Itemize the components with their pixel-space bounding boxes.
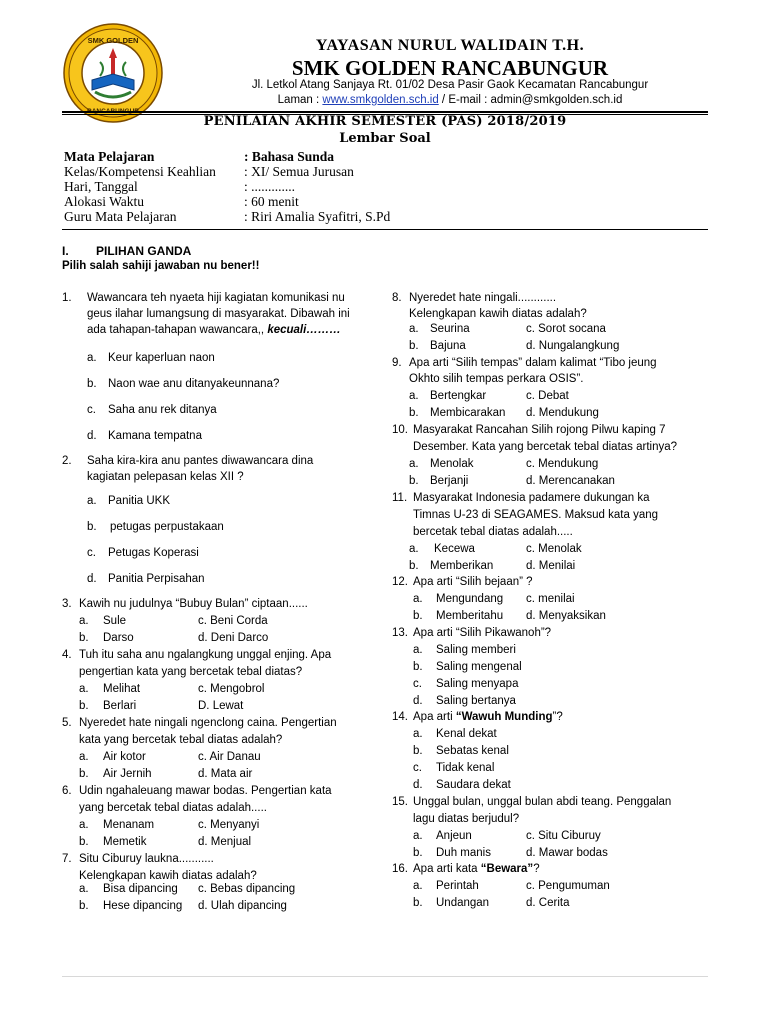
option-text: c. Bebas dipancing [198, 883, 296, 895]
question-text: yang bercetak tebal diatas adalah..... [79, 802, 267, 814]
option-text: Mengundang [436, 593, 504, 605]
school-logo [62, 22, 164, 124]
option-letter: b. [409, 475, 419, 487]
option-letter: a. [79, 615, 89, 627]
question-text: lagu diatas berjudul? [413, 813, 520, 825]
option-letter: b. [87, 521, 97, 533]
option-text: d. Mendukung [526, 407, 599, 419]
option-letter: b. [409, 560, 419, 572]
question-number: 15. [392, 796, 408, 808]
question-text: Kelengkapan kawih diatas adalah? [79, 870, 257, 882]
info-value: : Bahasa Sunda [244, 149, 335, 164]
option-text: d. Deni Darco [198, 632, 269, 644]
option-letter: b. [79, 768, 89, 780]
question-text: Unggal bulan, unggal bulan abdi teang. Penggalan [413, 796, 672, 808]
option-text: Memetik [103, 836, 147, 848]
option-letter: d. [87, 430, 97, 442]
option-text: d. Mawar bodas [526, 847, 608, 859]
option-text: Seurina [430, 323, 470, 335]
question-text: kata yang bercetak tebal diatas adalah? [79, 734, 283, 746]
option-letter: c. [87, 547, 96, 559]
question-text: Desember. Kata yang bercetak tebal diatas artinya? [413, 441, 678, 453]
info-value: : XI/ Semua Jurusan [244, 164, 354, 179]
option-text: Anjeun [436, 830, 472, 842]
section-title: PILIHAN GANDA [96, 244, 192, 258]
question-number: 7. [62, 853, 72, 865]
option-text: c. Air Danau [198, 751, 261, 763]
info-label: Mata Pelajaran [64, 149, 155, 164]
option-text: Menolak [430, 458, 474, 470]
question-number: 10. [392, 424, 408, 436]
option-letter: a. [79, 819, 89, 831]
question-number: 12. [392, 576, 408, 588]
option-text: c. menilai [526, 593, 575, 605]
question-text: Situ Ciburuy laukna........... [79, 853, 214, 865]
option-text: d. Menilai [526, 560, 576, 572]
info-label: Kelas/Kompetensi Keahlian [64, 164, 216, 179]
option-text: c. Mengobrol [198, 683, 265, 695]
question-text-part: Apa arti kata [413, 863, 481, 875]
section-instruction: Pilih salah sahiji jawaban nu bener!! [62, 260, 260, 272]
option-text: Saling menyapa [436, 678, 519, 690]
option-text: Tidak kenal [436, 762, 495, 774]
option-text: Petugas Koperasi [108, 547, 199, 559]
question-text-part: Apa arti [413, 711, 456, 723]
website-link[interactable]: www.smkgolden.sch.id [322, 94, 439, 106]
option-text: c. Menolak [526, 543, 582, 555]
question-text: Apa arti “Silih bejaan” ? [413, 576, 533, 588]
info-value: : Riri Amalia Syafitri, S.Pd [244, 209, 391, 224]
option-text: Duh manis [436, 847, 491, 859]
page-bottom-divider [62, 976, 708, 977]
option-text: Air Jernih [103, 768, 152, 780]
option-text: Membicarakan [430, 407, 506, 419]
option-text: Saling bertanya [436, 695, 516, 707]
option-letter: a. [413, 728, 423, 740]
info-value: : 60 menit [244, 194, 299, 209]
option-text: d. Cerita [526, 897, 570, 909]
question-text: Masyarakat Indonesia padamere dukungan ka [413, 492, 650, 504]
question-text: Apa arti “Silih Pikawanoh”? [413, 627, 552, 639]
question-text: kagiatan pelepasan kelas XII ? [87, 471, 244, 483]
header-divider [62, 111, 708, 113]
question-number: 2. [62, 455, 72, 467]
question-text: Kawih nu judulnya “Bubuy Bulan” ciptaan...... [79, 598, 308, 610]
question-number: 3. [62, 598, 72, 610]
option-text: Kecewa [434, 543, 475, 555]
question-text-part: ada tahapan-tahapan wawancara,, [87, 324, 268, 336]
question-text: Okhto silih tempas perkara OSIS”. [409, 373, 584, 385]
option-text: Panitia Perpisahan [108, 573, 205, 585]
option-letter: b. [413, 897, 423, 909]
option-text: Berlari [103, 700, 137, 712]
question-text: geus ilahar lumangsung di masyarakat. Dibawah ini [87, 308, 350, 320]
question-number: 8. [392, 292, 402, 304]
question-text: Apa arti “Silih tempas” dalam kalimat “Tibo jeung [409, 357, 657, 369]
option-letter: c. [413, 762, 422, 774]
foundation-name: YAYASAN NURUL WALIDAIN T.H. [315, 37, 585, 54]
info-divider [62, 229, 708, 230]
option-text: c. Beni Corda [198, 615, 268, 627]
option-text: Bisa dipancing [103, 883, 178, 895]
option-text: d. Ulah dipancing [198, 900, 287, 912]
option-text: Kenal dekat [436, 728, 497, 740]
option-text: c. Mendukung [526, 458, 599, 470]
question-keyword: “Wawuh Munding [455, 711, 553, 723]
option-text: d. Menyaksikan [526, 610, 606, 622]
option-text: Bertengkar [430, 390, 487, 402]
option-letter: c. [413, 678, 422, 690]
info-value: : ............. [244, 179, 296, 194]
option-text: Naon wae anu ditanyakeunnana? [108, 378, 280, 390]
logo-text-top: SMK GOLDEN [87, 36, 139, 45]
option-letter: b. [79, 836, 89, 848]
question-text: Timnas U-23 di SEAGAMES. Maksud kata yang [413, 509, 659, 521]
section-heading [62, 244, 191, 258]
question-text: Nyeredet hate ningali............ [409, 292, 557, 304]
question-number: 4. [62, 649, 72, 661]
option-text: petugas perpustakaan [110, 521, 224, 533]
question-text [413, 710, 563, 724]
question-text: Wawancara teh nyaeta hiji kagiatan komunikasi nu [87, 292, 345, 304]
option-text: d. Nungalangkung [526, 340, 620, 352]
option-text: Sule [103, 615, 127, 627]
exam-title: PENILAIAN AKHIR SEMESTER (PAS) 2018/2019 [203, 114, 567, 129]
option-text: Memberitahu [436, 610, 504, 622]
question-text-part: ”? [552, 711, 563, 723]
option-letter: a. [79, 883, 89, 895]
question-text [413, 862, 540, 876]
option-letter: a. [409, 458, 419, 470]
option-letter: a. [87, 495, 97, 507]
logo-text-bottom: RANCABUNGUR [87, 108, 139, 115]
section-number: I. [62, 244, 69, 258]
option-text: c. Pengumuman [526, 880, 610, 892]
option-text: Perintah [436, 880, 479, 892]
option-text: c. Menyanyi [198, 819, 260, 831]
option-letter: a. [413, 830, 423, 842]
option-text: Menanam [103, 819, 155, 831]
option-letter: d. [87, 573, 97, 585]
info-label: Guru Mata Pelajaran [64, 209, 177, 224]
option-letter: c. [87, 404, 96, 416]
question-keyword: kecuali……… [267, 324, 341, 336]
option-letter: b. [79, 632, 89, 644]
option-text: Memberikan [430, 560, 494, 572]
info-label: Hari, Tanggal [64, 179, 138, 194]
question-text [87, 323, 341, 337]
website-label: Laman : [277, 94, 323, 106]
option-letter: b. [87, 378, 97, 390]
option-text: Keur kaperluan naon [108, 352, 215, 364]
school-name: SMK GOLDEN RANCABUNGUR [291, 56, 609, 80]
option-letter: a. [409, 390, 419, 402]
option-letter: a. [413, 644, 423, 656]
option-text: Berjanji [430, 475, 469, 487]
question-number: 1. [62, 292, 72, 304]
email-text: / E-mail : admin@smkgolden.sch.id [438, 94, 623, 106]
question-text: Masyarakat Rancahan Silih rojong Pilwu kaping 7 [413, 424, 666, 436]
question-number: 6. [62, 785, 72, 797]
question-number: 11. [392, 492, 408, 504]
option-text: Undangan [436, 897, 490, 909]
option-letter: b. [409, 340, 419, 352]
school-address: Jl. Letkol Atang Sanjaya Rt. 01/02 Desa Pasir Gaok Kecamatan Rancabungur [251, 79, 649, 91]
question-number: 16. [392, 863, 408, 875]
option-text: Bajuna [430, 340, 466, 352]
question-text: Nyeredet hate ningali ngenclong caina. Pengertian [79, 717, 337, 729]
option-letter: a. [87, 352, 97, 364]
question-number: 5. [62, 717, 72, 729]
option-letter: d. [413, 695, 423, 707]
option-letter: a. [409, 543, 419, 555]
option-text: Saling mengenal [436, 661, 522, 673]
question-text: Saha kira-kira anu pantes diwawancara dina [87, 455, 314, 467]
question-number: 13. [392, 627, 408, 639]
option-text: c. Debat [526, 390, 569, 402]
question-text: pengertian kata yang bercetak tebal diatas? [79, 666, 303, 678]
option-text: Darso [103, 632, 134, 644]
question-text: Tuh itu saha anu ngalangkung unggal enjing. Apa [79, 649, 332, 661]
option-text: D. Lewat [198, 700, 244, 712]
option-letter: d. [413, 779, 423, 791]
option-text: c. Sorot socana [526, 323, 606, 335]
option-letter: b. [413, 661, 423, 673]
school-contact [170, 94, 730, 106]
question-number: 14. [392, 711, 408, 723]
option-letter: b. [413, 745, 423, 757]
option-letter: a. [413, 880, 423, 892]
option-text: d. Menjual [198, 836, 252, 848]
option-letter: b. [413, 610, 423, 622]
option-letter: a. [79, 683, 89, 695]
question-text: bercetak tebal diatas adalah..... [413, 526, 573, 538]
option-text: Saha anu rek ditanya [108, 404, 217, 416]
option-text: Kamana tempatna [108, 430, 202, 442]
option-text: Sebatas kenal [436, 745, 509, 757]
option-text: Melihat [103, 683, 141, 695]
exam-subtitle: Lembar Soal [339, 131, 431, 146]
option-letter: a. [79, 751, 89, 763]
question-number: 9. [392, 357, 402, 369]
option-text: Hese dipancing [103, 900, 183, 912]
option-text: d. Merencanakan [526, 475, 615, 487]
question-keyword: “Bewara” [480, 863, 534, 875]
option-text: Panitia UKK [108, 495, 171, 507]
option-letter: b. [413, 847, 423, 859]
option-letter: b. [409, 407, 419, 419]
question-text-part: ? [533, 863, 540, 875]
option-text: Saling memberi [436, 644, 516, 656]
option-text: d. Mata air [198, 768, 253, 780]
option-letter: a. [413, 593, 423, 605]
option-text: Saudara dekat [436, 779, 511, 791]
question-text: Udin ngahaleuang mawar bodas. Pengertian kata [79, 785, 332, 797]
option-letter: a. [409, 323, 419, 335]
option-text: c. Situ Ciburuy [526, 830, 601, 842]
option-text: Air kotor [103, 751, 146, 763]
info-label: Alokasi Waktu [64, 194, 145, 209]
option-letter: b. [79, 900, 89, 912]
option-letter: b. [79, 700, 89, 712]
question-text: Kelengkapan kawih diatas adalah? [409, 308, 587, 320]
